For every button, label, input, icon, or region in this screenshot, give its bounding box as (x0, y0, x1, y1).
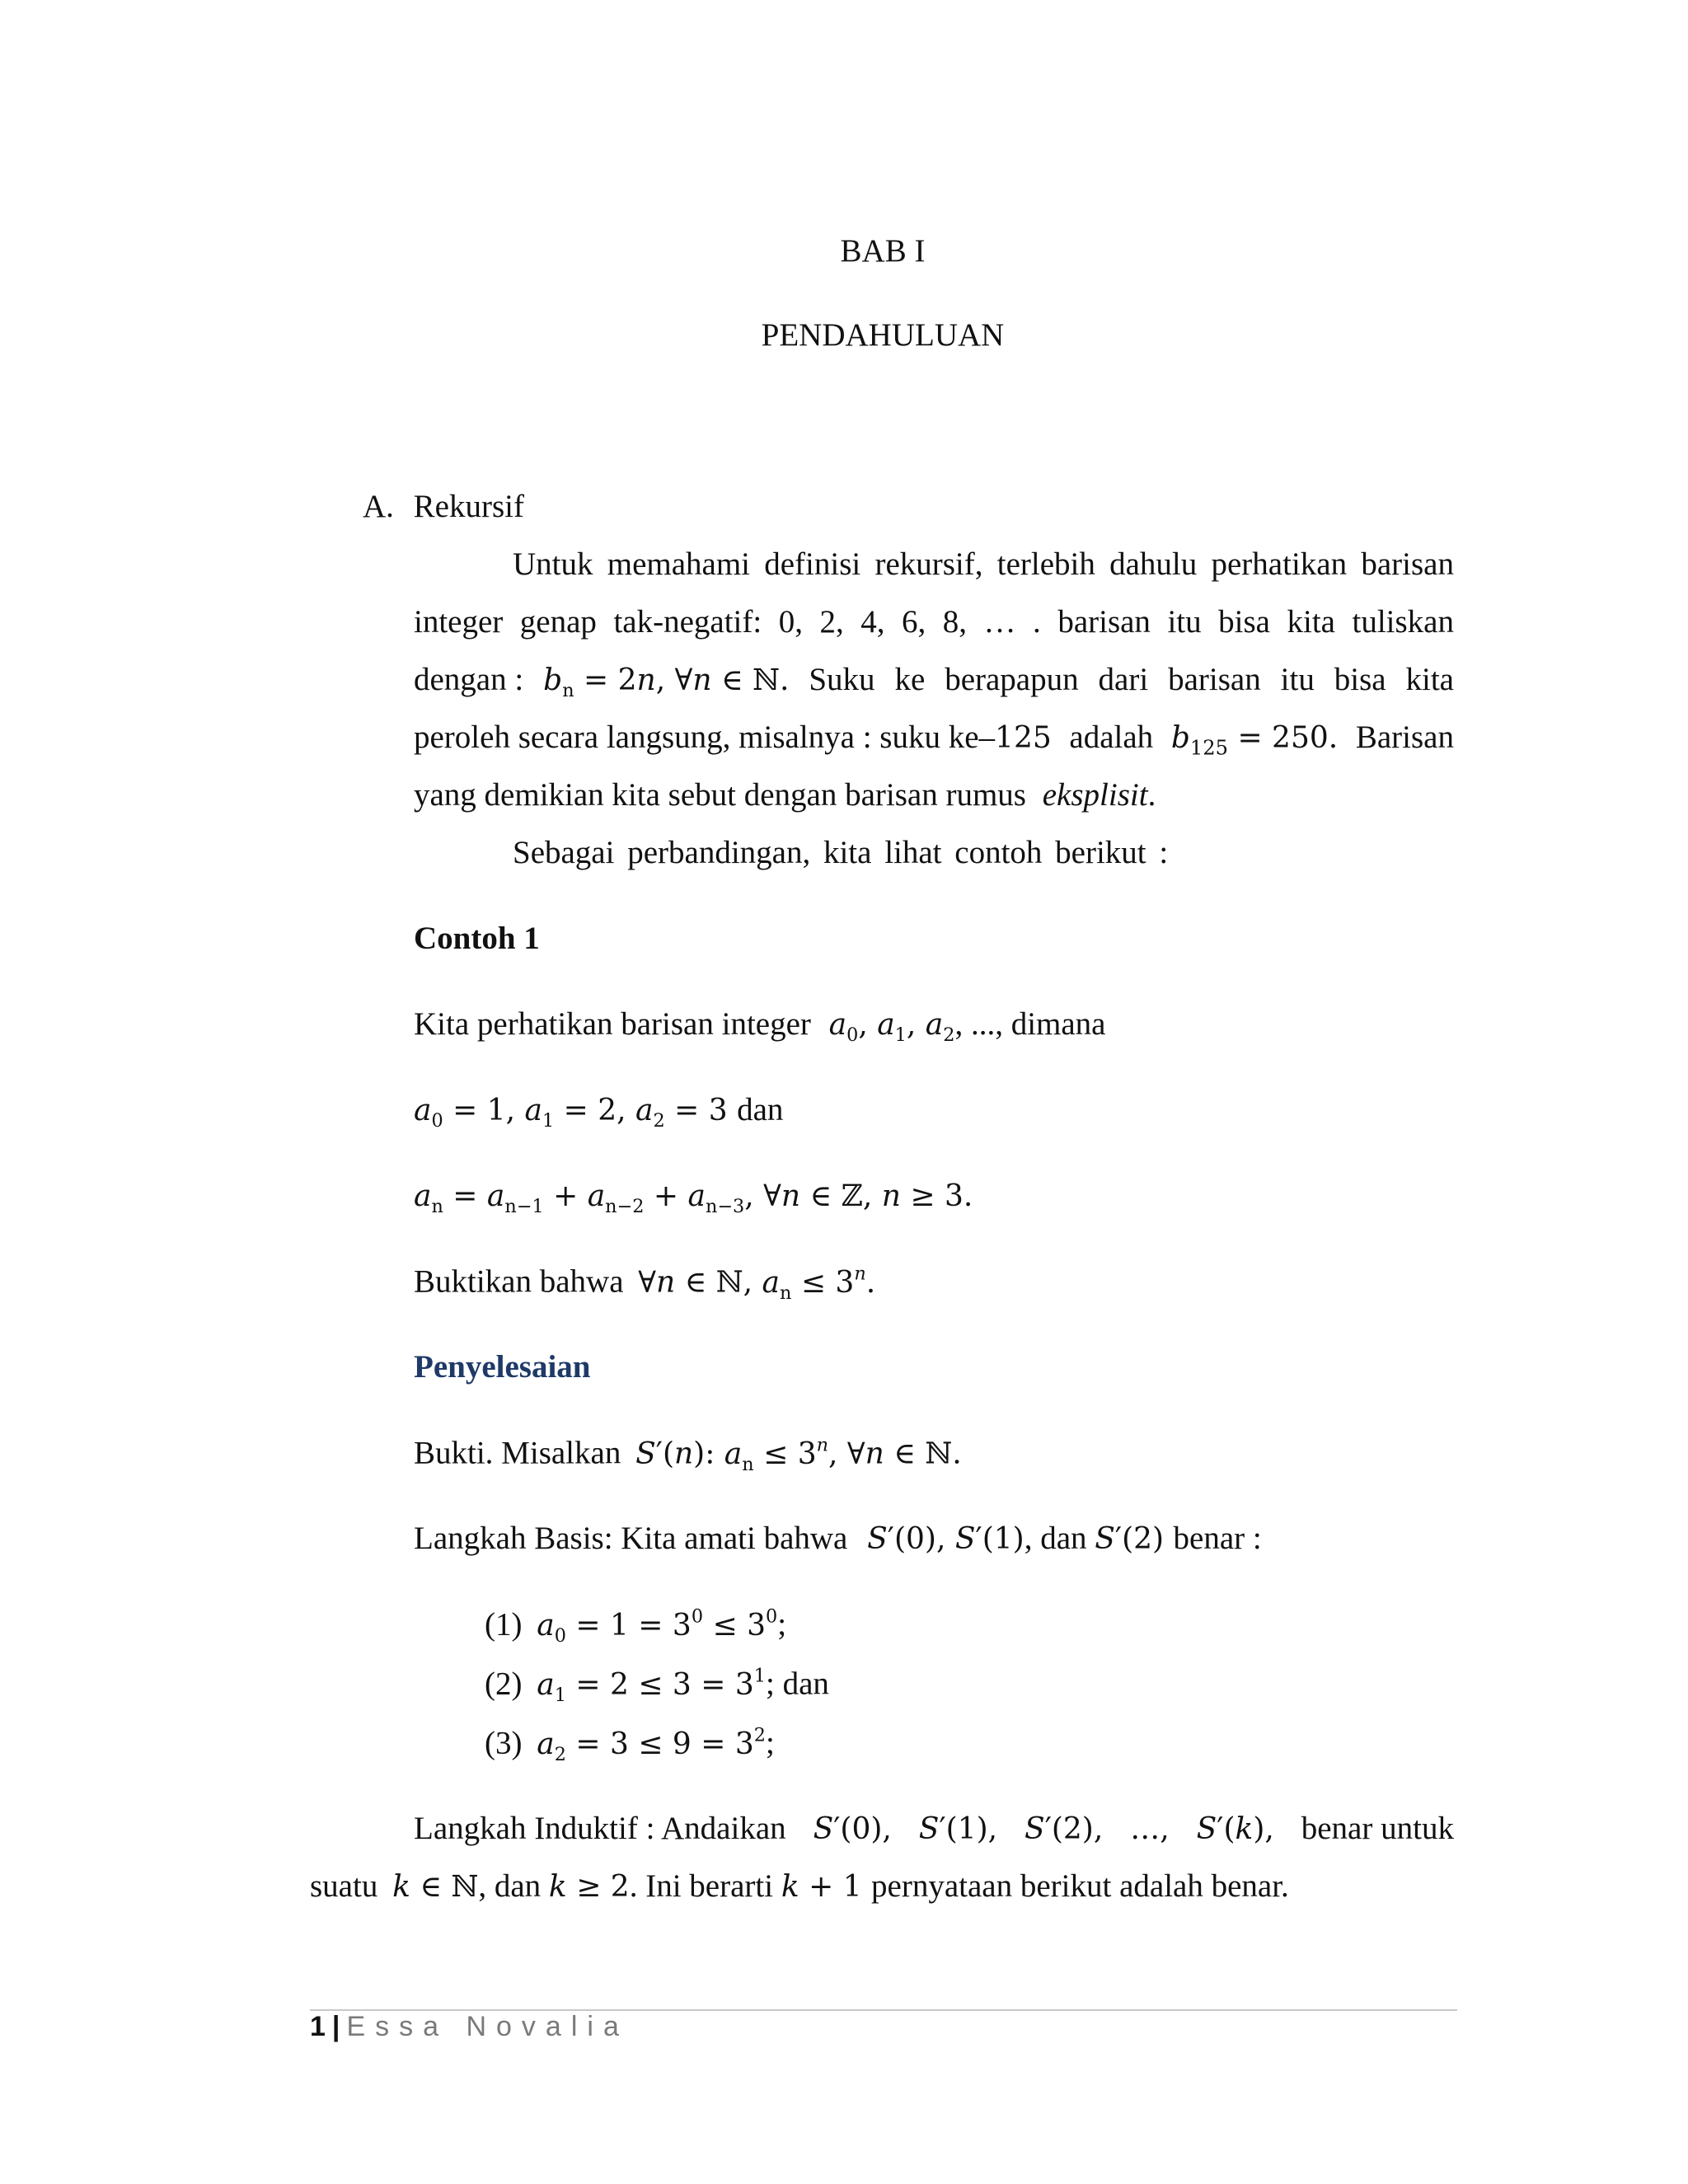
basis-item-3: (3) $a_2 = 3 \le 9 = 3^2$; (485, 1724, 775, 1765)
proof-line: Bukti. Misalkan S′(n): $a_n \le 3^n$, ∀n ∈ ℕ. (414, 1434, 962, 1475)
prove-statement: Buktikan bahwa ∀n ∈ ℕ, $a_n \le 3^n$. (414, 1263, 876, 1304)
page-footer (310, 2011, 629, 2043)
footer-author: Essa Novalia (346, 2011, 629, 2042)
chapter-number: BAB I (840, 233, 926, 269)
page-number: 1 (310, 2011, 326, 2042)
para1-line1: Untuk memahami definisi rekursif, terlebih dahulu perhatikan barisan (513, 546, 1454, 582)
basis-line: Langkah Basis: Kita amati bahwa S′(0), S′(1), dan S′(2) benar : (414, 1521, 1262, 1556)
example-recurrence: $a_n = a_{n-1} + a_{n-2} + a_{n-3}$, ∀n ∈ ℤ, n ≥ 3. (414, 1179, 973, 1217)
inductive-line2: suatu k ∈ ℕ, dan k ≥ 2. Ini berarti k + 1 pernyataan berikut adalah benar. (310, 1868, 1289, 1904)
section-title: Rekursif (413, 489, 524, 524)
formula-bn: $b_n = 2n$, ∀n ∈ ℕ. (543, 663, 790, 701)
section-letter: A. (363, 489, 394, 524)
section-heading (363, 488, 524, 525)
para1-line2: integer genap tak-negatif: 0, 2, 4, 6, 8, … . barisan itu bisa kita tuliskan (414, 604, 1454, 640)
inductive-line1: Langkah Induktif : Andaikan S′(0), S′(1), S′(2), …, S′(k), benar untuk (414, 1811, 1454, 1846)
basis-item-2: (2) $a_1 = 2 \le 3 = 3^1$; dan (485, 1665, 829, 1706)
para1-line3: dengan : $b_n = 2n$, ∀n ∈ ℕ. Suku ke berapapun dari barisan itu bisa kita (414, 662, 1454, 701)
formula-b125: $b_{125} = 250$. (1170, 721, 1339, 760)
example-title: Contoh 1 (414, 921, 540, 956)
solution-title: Penyelesaian (414, 1349, 591, 1385)
para1-line5: yang demikian kita sebut dengan barisan rumus eksplisit. (414, 777, 1156, 813)
chapter-title: PENDAHULUAN (761, 317, 1005, 353)
para1-line4: peroleh secara langsung, misalnya : suku ke–125 adalah $b_{125} = 250$. Barisan (414, 719, 1454, 760)
example-line1: Kita perhatikan barisan integer $a_0$, $a_1$, $a_2$, ..., dimana (414, 1006, 1106, 1046)
para2: Sebagai perbandingan, kita lihat contoh berikut : (513, 835, 1169, 870)
footer-separator: | (331, 2011, 340, 2042)
example-line2: $a_0 = 1$, $a_1 = 2$, $a_2 = 3$ dan (414, 1092, 784, 1132)
basis-item-1: (1) $a_0 = 1 = 3^0 \le 3^0$; (485, 1605, 787, 1647)
